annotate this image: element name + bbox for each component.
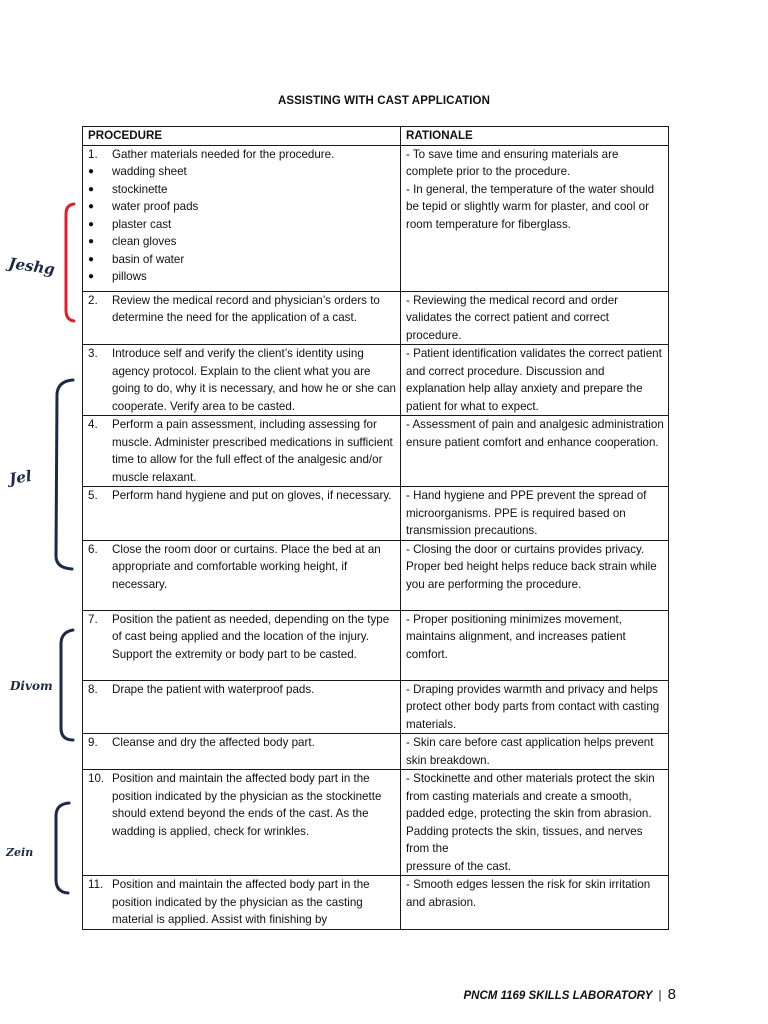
step-text: Position and maintain the affected body part in the position indicated by the physician as the stockinette should extend beyond the ends of the cast. As the wadding is applied, check for wrinkles.: [112, 772, 382, 838]
list-item: ● wadding sheet: [88, 163, 396, 181]
rationale-text: - To save time and ensuring materials are complete prior to the procedure.: [406, 147, 619, 178]
rationale-text: - Proper positioning minimizes movement, maintains alignment, and increases patient comfort.: [406, 612, 626, 661]
bullet-icon: ●: [88, 253, 95, 265]
rationale-text: - Draping provides warmth and privacy and helps protect other body parts from contact with casting materials.: [406, 682, 660, 731]
rationale-text: pressure of the cast.: [406, 859, 512, 873]
step-number: 4.: [88, 418, 98, 431]
rationale-text: - Skin care before cast application helps prevent skin breakdown.: [406, 736, 654, 767]
rationale-text: - Stockinette and other materials protect the skin from casting materials and create a smooth, padded edge, protecting the skin from abrasion. Padding protects the skin, tissues, and nerves from the: [406, 772, 655, 855]
step-text: Drape the patient with waterproof pads.: [112, 682, 315, 696]
navy-bracket-mark: [56, 380, 73, 569]
bullet-icon: ●: [88, 271, 95, 282]
rationale-text: - Patient identification validates the correct patient and correct procedure. Discussion and explanation help allay anxiety and prepare the patient for what to expect.: [406, 347, 662, 413]
step-text: Position the patient as needed, depending on the type of cast being applied and the location of the injury. Support the extremity or body part to be casted.: [112, 612, 390, 661]
procedure-column-header: PROCEDURE: [83, 127, 401, 146]
bullet-icon: ●: [88, 183, 95, 195]
handwritten-note: Divom: [10, 679, 53, 693]
step-number: 5.: [88, 489, 98, 502]
navy-bracket-mark: [61, 630, 73, 740]
step-number: 7.: [88, 612, 98, 626]
list-item: ● clean gloves: [88, 233, 396, 251]
rationale-column-header: RATIONALE: [401, 127, 669, 146]
handwritten-note: Jel: [8, 467, 33, 488]
step-number: 3.: [88, 347, 98, 360]
step-number: 1.: [88, 147, 98, 161]
step-number: 6.: [88, 542, 98, 556]
bullet-icon: ●: [88, 201, 95, 212]
rationale-text: - Closing the door or curtains provides privacy. Proper bed height helps reduce back strain while you are performing the procedure.: [406, 542, 657, 591]
rationale-text: - Smooth edges lessen the risk for skin irritation and abrasion.: [406, 878, 651, 909]
list-item: ● pillows: [88, 268, 396, 286]
step-text: Perform hand hygiene and put on gloves, if necessary.: [112, 489, 392, 502]
bullet-icon: ●: [88, 218, 95, 230]
bullet-icon: ●: [88, 166, 95, 177]
step-number: 9.: [88, 736, 98, 749]
handwritten-note: Jeshg: [7, 254, 56, 279]
list-item: ● basin of water: [88, 251, 396, 269]
rationale-text: - Hand hygiene and PPE prevent the spread of microorganisms. PPE is required based on transmission precautions.: [406, 489, 647, 537]
list-item: ● plaster cast: [88, 216, 396, 234]
step-text: Perform a pain assessment, including assessing for muscle. Administer prescribed medications in sufficient time to allow for the full effect of the analgesic and/or muscle relaxant.: [112, 418, 393, 484]
bullet-icon: ●: [88, 236, 95, 247]
footer-course: PNCM 1169 SKILLS LABORATORY: [463, 990, 653, 1002]
red-bracket-mark: [66, 204, 74, 321]
page-footer: [464, 986, 676, 1003]
step-text: Gather materials needed for the procedure.: [112, 147, 335, 161]
step-number: 8.: [88, 682, 98, 696]
step-text: Introduce self and verify the client’s identity using agency protocol. Explain to the client what you are going to do, why it is necessary, and how he or she can cooperate. Verify area to be casted.: [112, 347, 396, 413]
step-number: 2.: [88, 293, 98, 307]
step-text: Close the room door or curtains. Place the bed at an appropriate and comfortable working height, if necessary.: [112, 542, 381, 591]
step-text: Cleanse and dry the affected body part.: [112, 736, 315, 749]
step-number: 10.: [88, 772, 105, 785]
step-text: Position and maintain the affected body part in the position indicated by the physician as the casting material is applied. Assist with finishing by: [112, 878, 370, 926]
footer-separator: |: [658, 990, 662, 1002]
handwritten-note: Zein: [6, 846, 34, 859]
rationale-text: - Assessment of pain and analgesic administration ensure patient comfort and enhance cooperation.: [406, 418, 664, 449]
navy-bracket-mark: [56, 803, 69, 893]
rationale-text: - Reviewing the medical record and order validates the correct patient and correct procedure.: [406, 293, 619, 342]
list-item: ● stockinette: [88, 181, 396, 199]
page-title: ASSISTING WITH CAST APPLICATION: [277, 95, 490, 107]
page-number: 8: [667, 986, 676, 1003]
rationale-text: - In general, the temperature of the water should be tepid or slightly warm for plaster, and cool or room temperature for fiberglass.: [406, 182, 655, 231]
list-item: ● water proof pads: [88, 198, 396, 216]
step-text: Review the medical record and physician’s orders to determine the need for the application of a cast.: [112, 293, 380, 324]
step-number: 11.: [88, 878, 104, 891]
